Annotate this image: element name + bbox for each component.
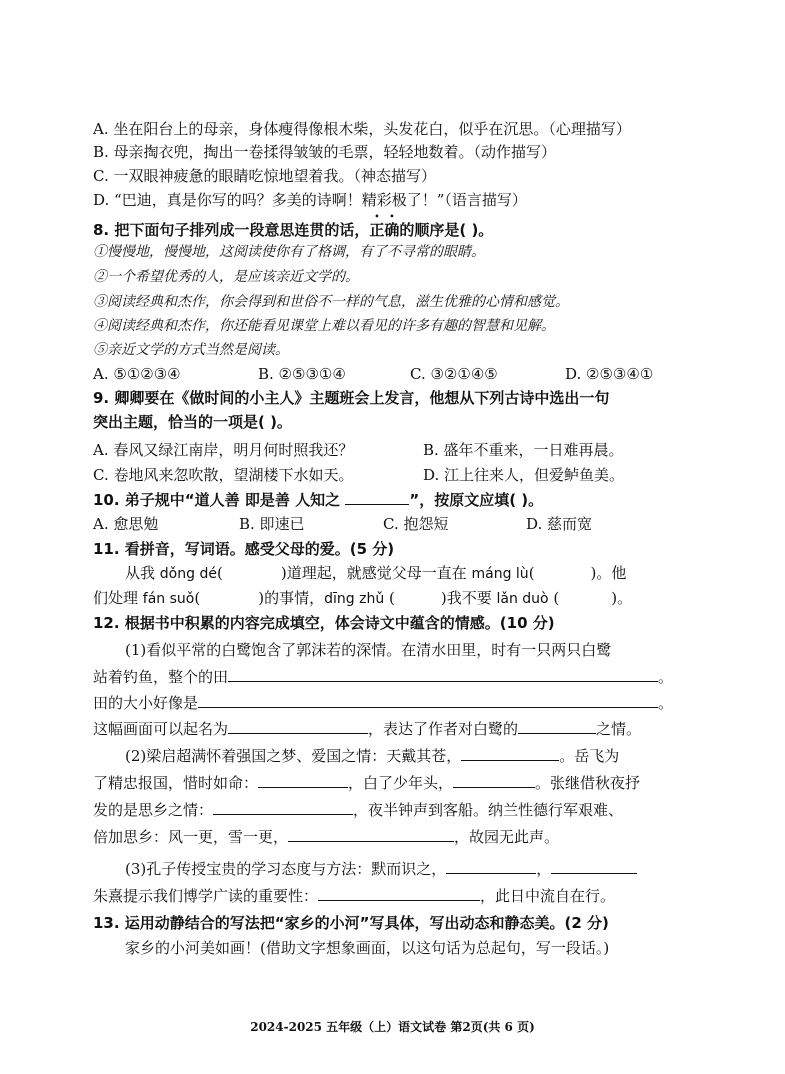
q12-text: 这幅画面可以起名为 — [93, 720, 229, 738]
q12-text: 站着钓鱼，整个的田 — [93, 668, 229, 686]
q8-stem-part: 8. 把下面句子排列成一段意思连贯的话， — [93, 221, 370, 239]
q7-option-c: C. 一双眼神疲惫的眼睛吃惊地望着我。（神态描写） — [93, 167, 436, 185]
q12-line2 — [93, 666, 673, 688]
page-footer: 2024-2025 五年级（上）语文试卷 第2页(共 6 页) — [250, 1020, 535, 1034]
q10-stem — [93, 489, 543, 511]
q13-stem: 13. 运用动静结合的写法把“家乡的小河”写具体，写出动态和静态美。(2 分) — [93, 914, 609, 932]
q10-option-c: C. 抱怨短 — [383, 515, 449, 533]
q8-stem-dotted: 正确 — [369, 221, 400, 239]
q12-line3 — [93, 692, 673, 714]
q12-text: ，此日中流自在行。 — [480, 887, 616, 905]
q12-blank-12[interactable] — [318, 886, 480, 901]
q11-text: 。 — [617, 589, 633, 607]
q11-text: 从我 — [125, 564, 156, 582]
pinyin-dingzhu: dīng zhǔ — [324, 591, 385, 607]
q8-option-c: C. ③②①④⑤ — [410, 365, 498, 383]
q12-text: 。 — [658, 694, 674, 712]
q12-text: 倍加思乡：风一更，雪一更， — [93, 828, 289, 846]
q8-sentence-1: ①慢慢地，慢慢地，这阅读使你有了格调，有了不寻常的眼睛。 — [93, 244, 485, 260]
q12-text: ，夜半钟声到客船。纳兰性德行军艰难、 — [353, 801, 624, 819]
q12-text: 之情。 — [596, 720, 642, 738]
q12-stem: 12. 根据书中积累的内容完成填空，体会诗文中蕴含的情感。(10 分) — [93, 614, 555, 632]
q11-text: 们处理 — [93, 589, 139, 607]
q8-stem — [93, 212, 493, 241]
q11-text: 的事情， — [264, 589, 325, 607]
q12-line6 — [93, 772, 640, 794]
q10-stem-part: 10. 弟子规中“道人善 即是善 人知之 — [93, 491, 341, 509]
q11-text: 。他 — [596, 564, 627, 582]
q8-sentence-2: ②一个希望优秀的人，是应该亲近文学的。 — [93, 269, 359, 285]
q12-blank-10[interactable] — [446, 859, 536, 874]
q13-line1: 家乡的小河美如画！(借助文字想象画面，以这句话为总起句，写一段话。) — [125, 939, 610, 957]
q12-text: 。岳飞为 — [559, 747, 620, 765]
q12-blank-11[interactable] — [551, 859, 637, 874]
q10-option-b: B. 即速已 — [239, 515, 305, 533]
q12-blank-7[interactable] — [453, 773, 535, 788]
q8-stem-part: 的顺序是( )。 — [399, 221, 494, 239]
q11-line1: 从我 dǒng dé( )道理起，就感觉父母一直在 máng lù( )。他 — [125, 564, 627, 582]
q9-stem-line2: 突出主题，恰当的一项是( )。 — [93, 413, 292, 431]
pinyin-fansuo: fán suǒ — [142, 591, 195, 607]
q12-blank-5[interactable] — [461, 746, 559, 761]
q7-option-b: B. 母亲掏衣兜，掏出一卷揉得皱皱的毛票，轻轻地数着。（动作描写） — [93, 143, 557, 161]
q12-text: (3)孔子传授宝贵的学习态度与方法：默而识之， — [125, 860, 447, 878]
q12-line1: (1)看似平常的白鹭饱含了郭沫若的深情。在清水田里，时有一只两只白鹭 — [125, 641, 612, 659]
q9-options-row1 — [93, 439, 624, 461]
q12-blank-9[interactable] — [288, 827, 454, 842]
q10-option-d: D. 慈而宽 — [526, 515, 593, 533]
q11-text: 道理起，就感觉父母一直在 — [286, 564, 467, 582]
q12-blank-2[interactable] — [198, 693, 658, 708]
q8-option-a: A. ⑤①②③④ — [93, 365, 181, 383]
q12-text: (2)梁启超满怀着强国之梦、爱国之情：天戴其苍， — [125, 747, 462, 765]
q9-option-d: D. 江上往来人，但爱鲈鱼美。 — [423, 466, 625, 484]
q12-text: 朱熹提示我们博学广读的重要性： — [93, 887, 319, 905]
q9-stem-line1: 9. 卿卿要在《做时间的小主人》主题班会上发言，他想从下列古诗中选出一句 — [93, 389, 610, 407]
q12-line4 — [93, 718, 641, 740]
q8-option-b: B. ②⑤③①④ — [258, 365, 346, 383]
q12-line10 — [93, 885, 615, 907]
q10-blank[interactable] — [345, 490, 409, 505]
q12-line5 — [125, 745, 619, 767]
q12-text: 。 — [658, 668, 674, 686]
q8-sentence-3: ③阅读经典和杰作，你会得到和世俗不一样的气息，滋生优雅的心情和感觉。 — [93, 294, 569, 310]
q12-blank-6[interactable] — [258, 773, 348, 788]
q12-line8 — [93, 826, 559, 848]
q12-blank-1[interactable] — [228, 667, 658, 682]
q12-blank-8[interactable] — [213, 800, 353, 815]
q12-blank-4[interactable] — [518, 719, 596, 734]
q9-options-row2 — [93, 464, 624, 486]
q12-text: 。张继借秋夜抒 — [535, 774, 641, 792]
q12-blank-3[interactable] — [228, 719, 368, 734]
q12-line9 — [125, 858, 637, 880]
q12-text: 了精忠报国，惜时如命： — [93, 774, 259, 792]
pinyin-manglu: máng lù — [471, 566, 529, 582]
q10-options — [93, 513, 592, 535]
q8-option-d: D. ②⑤③④① — [565, 365, 654, 383]
q12-text: ，表达了作者对白鹭的 — [368, 720, 519, 738]
q12-text: ， — [536, 860, 552, 878]
q11-line2: 们处理 fán suǒ( )的事情，dīng zhǔ ( )我不要 lǎn duò ( )。 — [93, 589, 633, 607]
pinyin-dongde: dǒng dé — [159, 566, 217, 582]
q11-text: 我不要 — [446, 589, 492, 607]
q10-stem-part: ”，按原文应填( )。 — [409, 491, 544, 509]
q8-options — [93, 363, 653, 385]
q7-option-d: D. “巴迪，真是你写的吗？多美的诗啊！精彩极了！”（语言描写） — [93, 191, 527, 209]
q8-sentence-4: ④阅读经典和杰作，你还能看见课堂上难以看见的许多有趣的智慧和见解。 — [93, 318, 555, 334]
q7-option-a: A. 坐在阳台上的母亲，身体瘦得像根木柴，头发花白，似乎在沉思。（心理描写） — [93, 120, 631, 138]
pinyin-landuo: lǎn duò — [496, 591, 549, 607]
q8-sentence-5: ⑤亲近文学的方式当然是阅读。 — [93, 342, 289, 358]
q9-option-c: C. 卷地风来忽吹散，望湖楼下水如天。 — [93, 466, 354, 484]
q9-option-b: B. 盛年不重来，一日难再晨。 — [423, 441, 624, 459]
q10-option-a: A. 愈思勉 — [93, 515, 159, 533]
q12-text: 田的大小好像是 — [93, 694, 199, 712]
q12-text: 发的是思乡之情： — [93, 801, 214, 819]
q9-option-a: A. 春风又绿江南岸，明月何时照我还？ — [93, 441, 354, 459]
q12-text: ，白了少年头， — [348, 774, 454, 792]
q11-stem: 11. 看拼音，写词语。感受父母的爱。(5 分) — [93, 540, 395, 558]
q12-text: ，故园无此声。 — [454, 828, 560, 846]
q12-line7 — [93, 799, 623, 821]
